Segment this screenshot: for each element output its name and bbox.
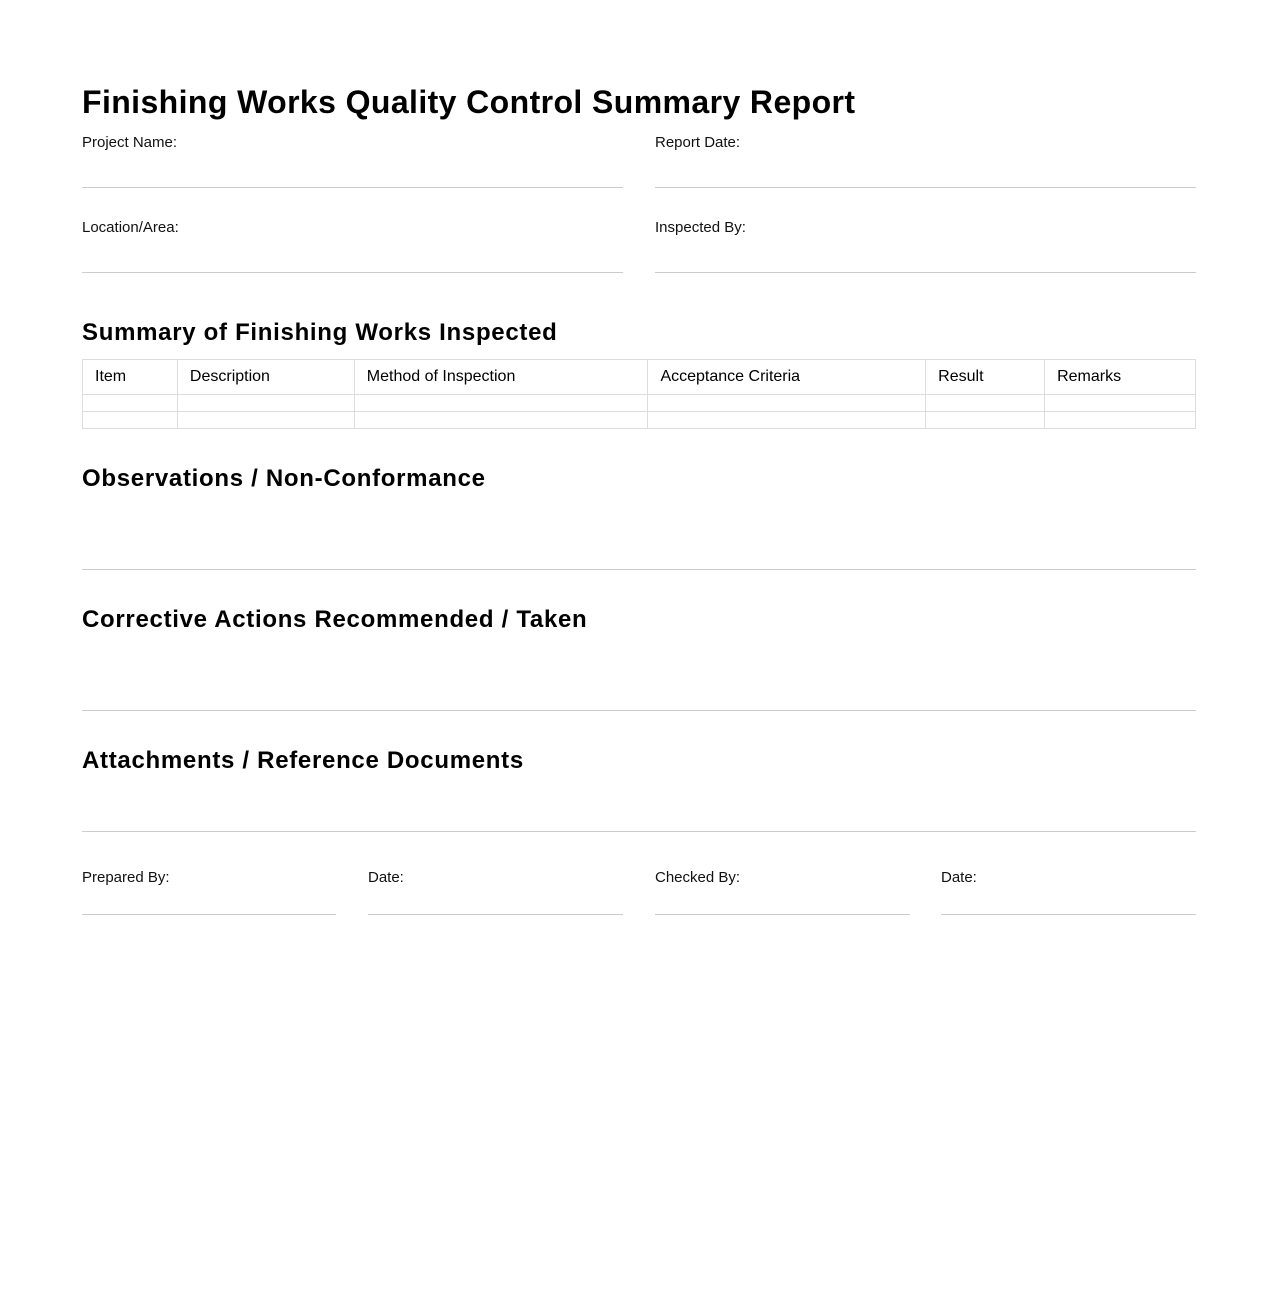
observations-section-title: Observations / Non-Conformance xyxy=(82,465,486,492)
checked-by-field[interactable] xyxy=(655,869,910,923)
table-cell[interactable] xyxy=(648,395,926,412)
checked-date-underline xyxy=(941,914,1196,915)
table-cell[interactable] xyxy=(354,412,648,429)
table-row xyxy=(83,412,1196,429)
table-cell[interactable] xyxy=(648,412,926,429)
prepared-by-underline xyxy=(82,914,336,915)
attachments-divider xyxy=(82,831,1196,832)
prepared-date-underline xyxy=(368,914,623,915)
prepared-date-field[interactable] xyxy=(368,869,623,923)
prepared-by-field[interactable] xyxy=(82,869,336,923)
table-cell[interactable] xyxy=(177,412,354,429)
column-header-acceptance-criteria: Acceptance Criteria xyxy=(648,360,926,395)
table-cell[interactable] xyxy=(354,395,648,412)
observations-divider xyxy=(82,569,1196,570)
report-date-field[interactable] xyxy=(655,134,1196,188)
page-title: Finishing Works Quality Control Summary Report xyxy=(82,84,856,120)
inspected-by-label: Inspected By: xyxy=(655,219,746,236)
location-area-label: Location/Area: xyxy=(82,219,179,236)
prepared-by-label: Prepared By: xyxy=(82,869,170,886)
table-row xyxy=(83,395,1196,412)
report-date-underline xyxy=(655,187,1196,188)
table-cell[interactable] xyxy=(83,412,178,429)
prepared-date-label: Date: xyxy=(368,869,404,886)
corrective-actions-section-title: Corrective Actions Recommended / Taken xyxy=(82,606,588,633)
project-name-underline xyxy=(82,187,623,188)
corrective-actions-divider xyxy=(82,710,1196,711)
column-header-description: Description xyxy=(177,360,354,395)
checked-date-field[interactable] xyxy=(941,869,1196,923)
project-name-label: Project Name: xyxy=(82,134,178,151)
report-date-label: Report Date: xyxy=(655,134,741,151)
table-header-row xyxy=(83,360,1196,395)
column-header-result: Result xyxy=(926,360,1045,395)
column-header-item: Item xyxy=(83,360,178,395)
table-cell[interactable] xyxy=(1045,412,1196,429)
attachments-section-title: Attachments / Reference Documents xyxy=(82,747,524,774)
location-area-field[interactable] xyxy=(82,219,623,273)
checked-date-label: Date: xyxy=(941,869,977,886)
inspected-by-underline xyxy=(655,272,1196,273)
checked-by-label: Checked By: xyxy=(655,869,741,886)
inspected-by-field[interactable] xyxy=(655,219,1196,273)
location-area-underline xyxy=(82,272,623,273)
summary-table xyxy=(82,359,1196,429)
table-cell[interactable] xyxy=(926,395,1045,412)
checked-by-underline xyxy=(655,914,910,915)
table-cell[interactable] xyxy=(177,395,354,412)
table-cell[interactable] xyxy=(1045,395,1196,412)
column-header-method: Method of Inspection xyxy=(354,360,648,395)
project-name-field[interactable] xyxy=(82,134,623,188)
table-cell[interactable] xyxy=(83,395,178,412)
table-cell[interactable] xyxy=(926,412,1045,429)
column-header-remarks: Remarks xyxy=(1045,360,1196,395)
summary-section-title: Summary of Finishing Works Inspected xyxy=(82,319,558,346)
